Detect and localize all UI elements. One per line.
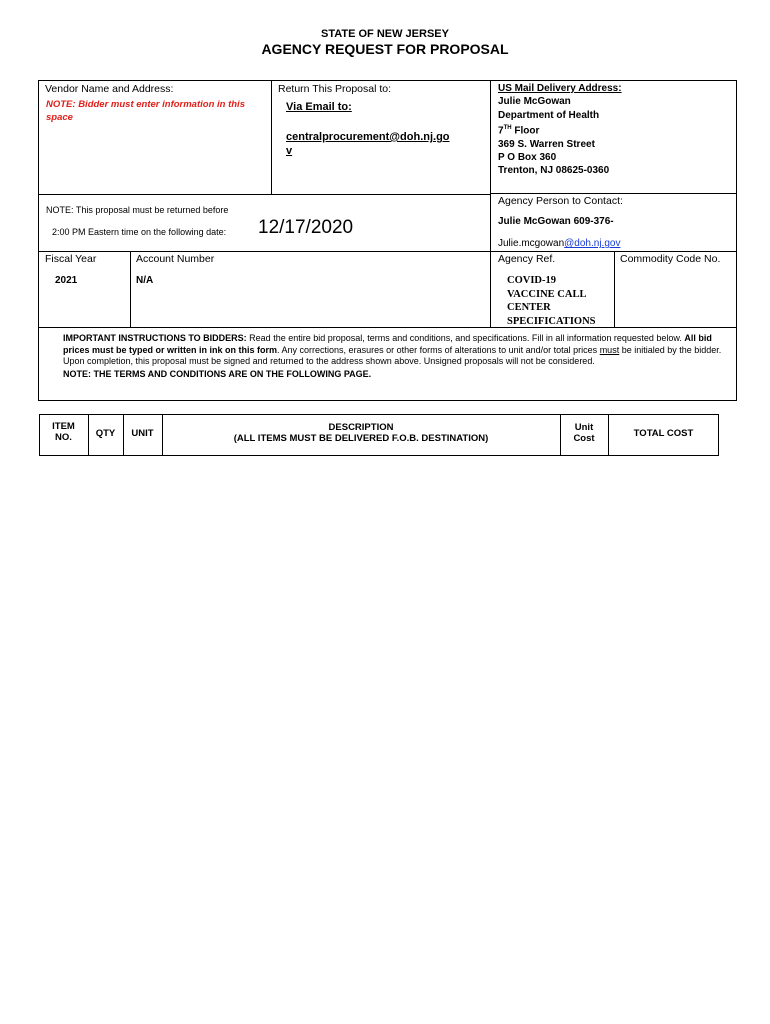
col-total-cost: TOTAL COST: [633, 428, 694, 439]
deadline-note: NOTE: This proposal must be returned before: [46, 205, 229, 215]
mail-label: US Mail Delivery Address:: [498, 83, 622, 94]
contact-name-phone: Julie McGowan 609-376-: [498, 216, 614, 227]
account-number-label: Account Number: [136, 253, 215, 265]
via-email-label: Via Email to:: [286, 101, 352, 113]
account-number-value: N/A: [136, 275, 154, 286]
mail-address-block: US Mail Delivery Address: Julie McGowan Department of Health 7TH Floor 369 S. Warren Street P O Box 360 Trenton, NJ 08625-0360: [498, 83, 622, 177]
contact-email[interactable]: Julie.mcgowan@doh.nj.gov: [498, 238, 621, 249]
col-description: DESCRIPTION (ALL ITEMS MUST BE DELIVERED F.O.B. DESTINATION): [233, 422, 489, 444]
return-label: Return This Proposal to:: [278, 83, 392, 95]
bidder-instructions: IMPORTANT INSTRUCTIONS TO BIDDERS: Read the entire bid proposal, terms and conditions, and specifications. Fill in all information requested below. All bid prices must be typed or written in ink on this form. Any corrections, erasures or other forms of alterations to unit and/or total prices must be initialed by the bidder. Upon completion, this proposal must be signed and returned to the address shown above. Unsigned proposals will not be considered. NOTE: THE TERMS AND CONDITIONS ARE ON THE FOLLOWING PAGE.: [63, 333, 722, 379]
col-item-no: ITEM NO.: [52, 421, 75, 443]
form-title: AGENCY REQUEST FOR PROPOSAL: [261, 41, 509, 57]
agency-ref-label: Agency Ref.: [498, 253, 556, 265]
state-heading: STATE OF NEW JERSEY: [321, 28, 449, 40]
return-email-link[interactable]: centralprocurement@doh.nj.go v: [286, 131, 450, 157]
col-qty: QTY: [95, 428, 116, 439]
terms-note: NOTE: THE TERMS AND CONDITIONS ARE ON THE FOLLOWING PAGE.: [63, 368, 372, 379]
deadline-date: 12/17/2020: [258, 217, 354, 238]
fiscal-year-value: 2021: [55, 275, 78, 286]
col-unit: UNIT: [131, 428, 154, 439]
agency-ref-value: COVID-19 VACCINE CALL CENTER SPECIFICATIONS: [507, 275, 596, 328]
fiscal-year-label: Fiscal Year: [45, 253, 97, 265]
deadline-time: 2:00 PM Eastern time on the following date:: [52, 227, 227, 237]
vendor-note: NOTE: Bidder must enter information in this space: [46, 99, 245, 123]
vendor-label: Vendor Name and Address:: [45, 83, 174, 95]
col-unit-cost: Unit Cost: [573, 422, 595, 444]
commodity-code-label: Commodity Code No.: [620, 253, 721, 265]
contact-label: Agency Person to Contact:: [498, 195, 623, 207]
